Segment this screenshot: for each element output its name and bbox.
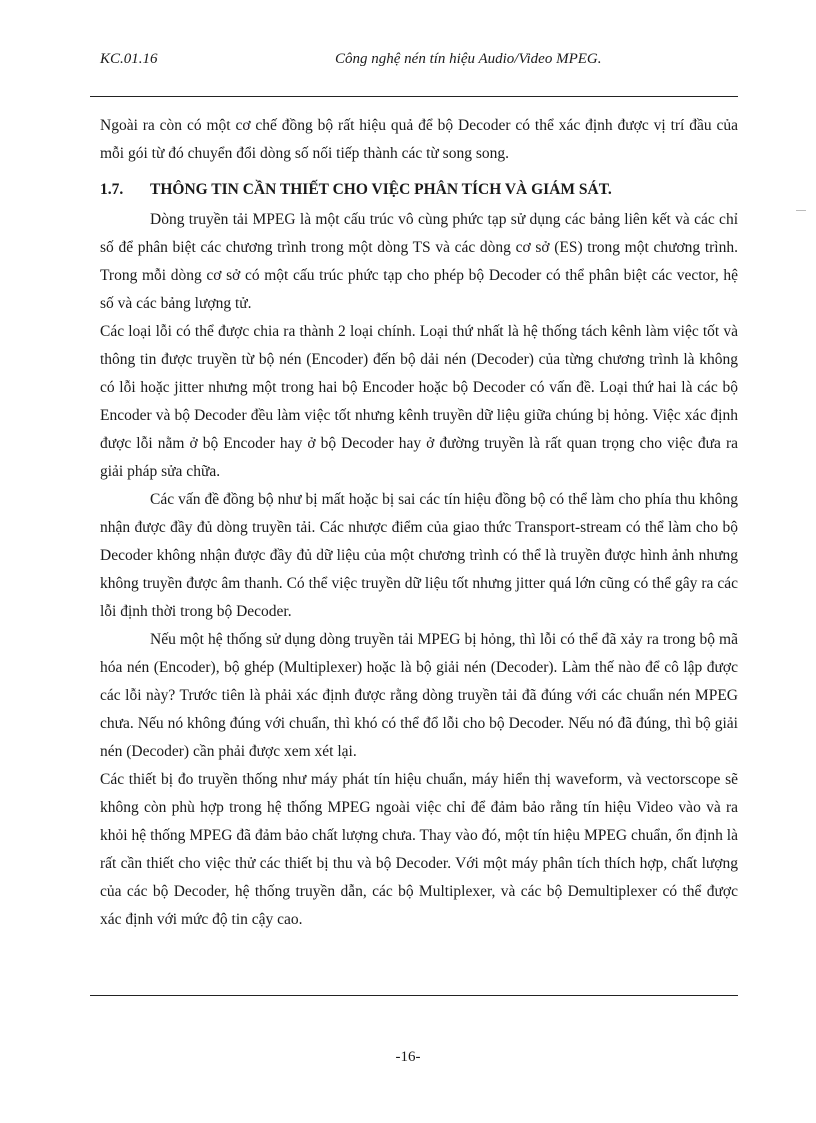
header-rule: [90, 96, 738, 97]
intro-paragraph: Ngoài ra còn có một cơ chế đồng bộ rất hiệu quả để bộ Decoder có thể xác định được vị trí đầu của mỗi gói từ đó chuyển đổi dòng số nối tiếp thành các từ song song.: [100, 117, 738, 162]
section-title: THÔNG TIN CẦN THIẾT CHO VIỆC PHÂN TÍCH VÀ GIÁM SÁT.: [150, 181, 612, 198]
header-code: KC.01.16: [100, 51, 158, 67]
page-body: [100, 112, 738, 934]
paragraph-1: Dòng truyền tải MPEG là một cấu trúc vô cùng phức tạp sử dụng các bảng liên kết và các chỉ số để phân biệt các chương trình trong một dòng TS và các dòng cơ sở (ES) trong một chương trình. Trong mỗi dòng cơ sở có một cấu trúc phức tạp cho phép bộ Decoder có thể phân biệt các vector, hệ số và các bảng lượng tử.: [100, 211, 738, 312]
paragraph-4: Nếu một hệ thống sử dụng dòng truyền tải MPEG bị hỏng, thì lỗi có thể đã xảy ra trong bộ mã hóa nén (Encoder), bộ ghép (Multiplexer) hoặc là bộ giải nén (Decoder). Làm thế nào để cô lập được các lỗi này? Trước tiên là phải xác định được rằng dòng truyền tải đã đúng với các chuẩn nén MPEG chưa. Nếu nó không đúng với chuẩn, thì khó có thể đổ lỗi cho bộ Decoder. Nếu nó đã đúng, thì bộ giải nén (Decoder) cần phải được xem xét lại.: [100, 631, 738, 760]
scan-mark: [796, 210, 806, 211]
paragraph-2: Các loại lỗi có thể được chia ra thành 2 loại chính. Loại thứ nhất là hệ thống tách kênh làm việc tốt và thông tin được truyền từ bộ nén (Encoder) đến bộ dải nén (Decoder) của từng chương trình là không có lỗi hoặc jitter nhưng một trong hai bộ Encoder hoặc bộ Decoder có vấn đề. Loại thứ hai là các bộ Encoder và bộ Decoder đều làm việc tốt nhưng kênh truyền dữ liệu giữa chúng bị hỏng. Việc xác định được lỗi nằm ở bộ Encoder hay ở bộ Decoder hay ở đường truyền là rất quan trọng cho việc đưa ra giải pháp sửa chữa.: [100, 323, 738, 480]
section-heading: [100, 176, 738, 204]
section-number: 1.7.: [100, 181, 124, 198]
paragraph-5: Các thiết bị đo truyền thống như máy phát tín hiệu chuẩn, máy hiển thị waveform, và vectorscope sẽ không còn phù hợp trong hệ thống MPEG ngoài việc chỉ để đảm bảo rằng tín hiệu Video vào và ra khỏi hệ thống MPEG đã đảm bảo chất lượng chưa. Thay vào đó, một tín hiệu MPEG chuẩn, ổn định là rất cần thiết cho việc thử các thiết bị thu và bộ Decoder. Với một máy phân tích thích hợp, chất lượng của các bộ Decoder, hệ thống truyền dẫn, các bộ Multiplexer, và các bộ Demultiplexer có thể được xác định với mức độ tin cậy cao.: [100, 771, 738, 928]
paragraph-3: Các vấn đề đồng bộ như bị mất hoặc bị sai các tín hiệu đồng bộ có thể làm cho phía thu không nhận được đầy đủ dòng truyền tải. Các nhược điểm của giao thức Transport-stream có thể làm cho bộ Decoder không nhận được đầy đủ dữ liệu của một chương trình có thể là truyền được hình ảnh nhưng không truyền được âm thanh. Có thể việc truyền dữ liệu tốt nhưng jitter quá lớn cũng có thể gây ra các lỗi định thời trong bộ Decoder.: [100, 491, 738, 620]
page-number: -16-: [395, 1049, 421, 1065]
header-title: Công nghệ nén tín hiệu Audio/Video MPEG.: [335, 51, 602, 67]
footer-rule: [90, 995, 738, 996]
